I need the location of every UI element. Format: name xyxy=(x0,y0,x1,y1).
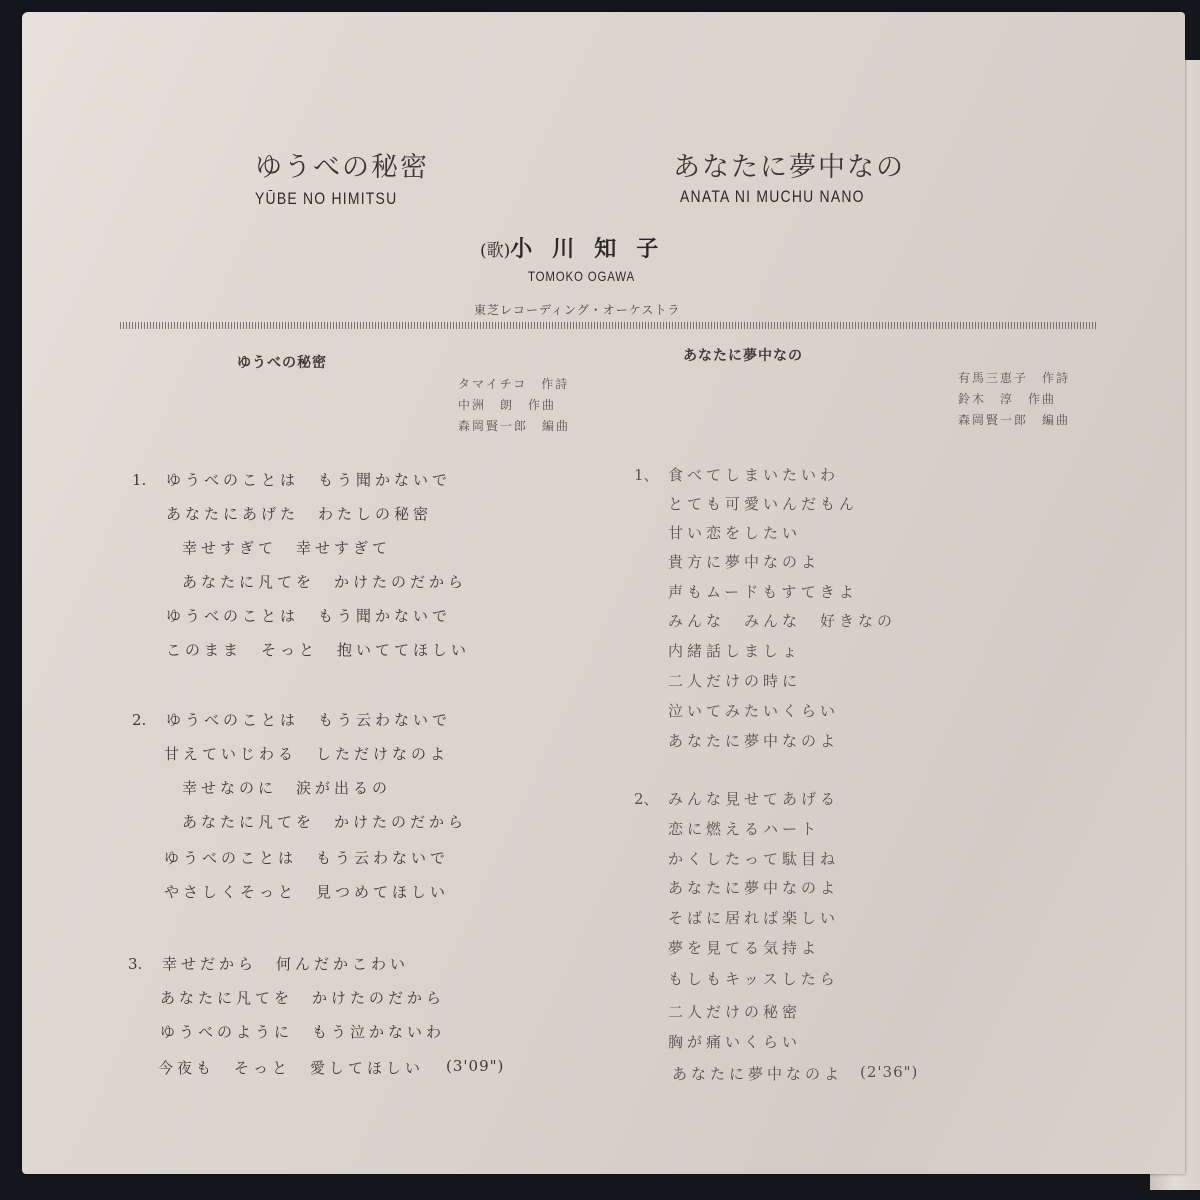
side-b-title-romaji: ANATA NI MUCHU NANO xyxy=(680,187,865,206)
lyric-line: もしもキッスしたら xyxy=(668,970,839,988)
lyric-line: 二人だけの秘密 xyxy=(668,1003,802,1021)
song-a-duration: (3'09") xyxy=(446,1057,505,1075)
lyric-line: 甘い恋をしたい xyxy=(668,524,802,542)
credit-lyricist: 有馬三恵子 作詩 xyxy=(958,371,1071,385)
lyric-line: 貴方に夢中なのよ xyxy=(668,553,821,571)
artist-name xyxy=(480,232,678,263)
lyric-line: 1. ゆうべのことは もう聞かないで xyxy=(132,471,452,489)
lyric-line: 恋に燃えるハート xyxy=(668,820,821,838)
lyric-line: あなたに凡てを かけたのだから xyxy=(182,813,468,831)
song-a-title: ゆうべの秘密 xyxy=(237,355,327,371)
song-b-credits xyxy=(958,368,1070,431)
lyric-line: かくしたって駄目ね xyxy=(668,850,840,868)
song-a-credits xyxy=(458,374,570,437)
decorative-divider xyxy=(120,322,1097,329)
lyric-line: ゆうべのことは もう聞かないで xyxy=(166,607,452,625)
lyric-line: あなたに凡てを かけたのだから xyxy=(182,573,468,591)
lyric-line: 1、 食べてしまいたいわ xyxy=(634,466,840,484)
lyric-line: 幸せなのに 涙が出るの xyxy=(182,779,392,797)
side-a-title-jp: ゆうべの秘密 xyxy=(255,152,429,183)
lyric-line: 今夜も そっと 愛してほしい xyxy=(158,1059,425,1077)
lyric-line: みんな みんな 好きなの xyxy=(668,612,897,630)
lyric-line: このまま そっと 抱いててほしい xyxy=(166,641,471,659)
lyric-line: とても可愛いんだもん xyxy=(668,495,859,513)
artist-prefix: (歌) xyxy=(480,241,511,261)
orchestra-credit: 東芝レコーディング・オーケストラ xyxy=(474,303,681,317)
lyric-line: あなたに夢中なのよ xyxy=(668,879,840,897)
credit-arranger: 森岡賢一郎 編曲 xyxy=(458,419,571,433)
credit-lyricist: タマイチコ 作詩 xyxy=(458,377,570,391)
lyric-line: 二人だけの時に xyxy=(668,672,802,690)
lyric-line: 泣いてみたいくらい xyxy=(668,702,840,720)
lyric-line: 甘えていじわる しただけなのよ xyxy=(164,745,450,763)
song-b-title: あなたに夢中なの xyxy=(683,348,803,364)
lyric-line: ゆうべのことは もう云わないで xyxy=(164,849,450,867)
lyric-line: そばに居れば楽しい xyxy=(668,909,840,927)
lyric-line: ゆうべのように もう泣かないわ xyxy=(160,1023,446,1041)
side-b-title-jp: あなたに夢中なの xyxy=(673,152,905,183)
artist-name-jp: 小川知子 xyxy=(510,236,679,262)
lyric-line: あなたに凡てを かけたのだから xyxy=(160,989,446,1007)
artist-romaji: TOMOKO OGAWA xyxy=(528,268,636,284)
lyric-line: 内緒話しましょ xyxy=(668,642,802,660)
song-b-duration: (2'36") xyxy=(860,1063,919,1081)
lyric-line: 2、 みんな見せてあげる xyxy=(634,790,840,808)
side-a-title-romaji: YŪBE NO HIMITSU xyxy=(255,189,398,208)
credit-composer: 中洲 朗 作曲 xyxy=(458,398,557,412)
lyric-line: あなたにあげた わたしの秘密 xyxy=(166,505,433,523)
credit-composer: 鈴木 淳 作曲 xyxy=(958,392,1057,406)
lyric-line: 3. 幸せだから 何んだかこわい xyxy=(128,955,410,973)
lyric-line: 夢を見てる気持よ xyxy=(668,939,821,957)
lyric-line: 胸が痛いくらい xyxy=(668,1033,802,1051)
lyric-line: 2. ゆうべのことは もう云わないで xyxy=(132,711,452,729)
lyric-line: あなたに夢中なのよ xyxy=(672,1065,844,1083)
credit-arranger: 森岡賢一郎 編曲 xyxy=(958,413,1071,427)
lyric-line: やさしくそっと 見つめてほしい xyxy=(164,883,450,901)
lyric-line: あなたに夢中なのよ xyxy=(668,732,840,750)
lyric-line: 声もムードもすてきよ xyxy=(668,583,858,601)
lyric-line: 幸せすぎて 幸せすぎて xyxy=(182,539,392,557)
